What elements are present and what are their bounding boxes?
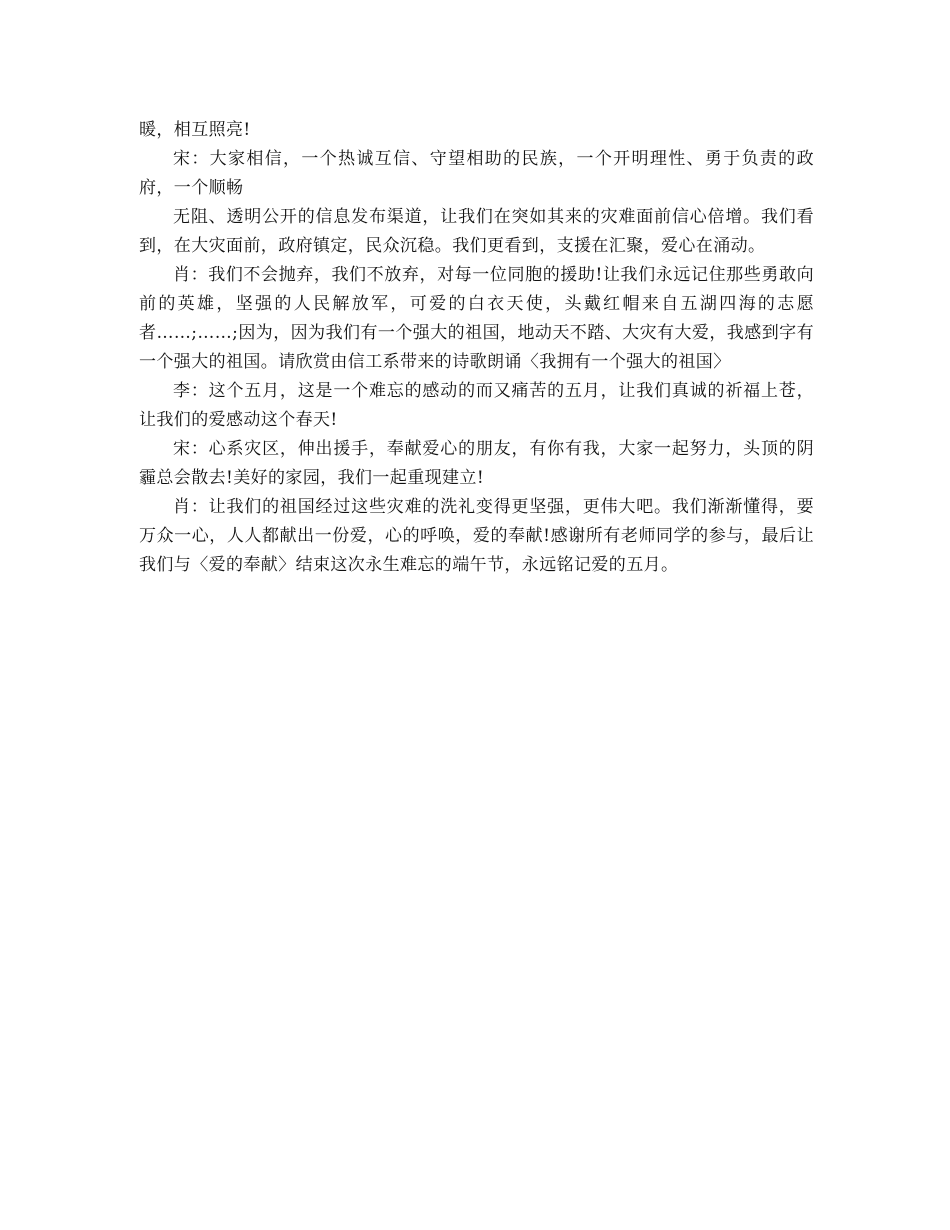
- paragraph-continuation: 暖，相互照亮!: [139, 120, 251, 140]
- paragraph-song-2: 宋：心系灾区，伸出援手，奉献爱心的朋友，有你有我，大家一起努力，头顶的阴霾总会散去!美好的家园，我们一起重现建立!: [139, 439, 814, 488]
- paragraph-li-1: 李：这个五月，这是一个难忘的感动的而又痛苦的五月，让我们真诚的祈福上苍，让我们的爱感动这个春天!: [139, 381, 814, 430]
- paragraph-xiao-2: 肖：让我们的祖国经过这些灾难的洗礼变得更坚强，更伟大吧。我们渐渐懂得，要万众一心，人人都献出一份爱，心的呼唤，爱的奉献!感谢所有老师同学的参与，最后让我们与〈爱的奉献〉结束这次永生难忘的端午节，永远铭记爱的五月。: [139, 497, 814, 575]
- document-body: [139, 116, 814, 580]
- paragraph-song-1: 宋：大家相信，一个热诚互信、守望相助的民族，一个开明理性、勇于负责的政府，一个顺畅: [139, 149, 814, 198]
- paragraph-xiao-1: 肖：我们不会抛弃，我们不放弃，对每一位同胞的援助!让我们永远记住那些勇敢向前的英雄，坚强的人民解放军，可爱的白衣天使，头戴红帽来自五湖四海的志愿者……;……;因为，因为我们有一个强大的祖国，地动天不踏、大灾有大爱，我感到字有一个强大的祖国。请欣赏由信工系带来的诗歌朗诵〈我拥有一个强大的祖国〉: [139, 265, 814, 372]
- paragraph-info-channels: 无阻、透明公开的信息发布渠道，让我们在突如其来的灾难面前信心倍增。我们看到，在大灾面前，政府镇定，民众沉稳。我们更看到，支援在汇聚，爱心在涌动。: [139, 207, 814, 256]
